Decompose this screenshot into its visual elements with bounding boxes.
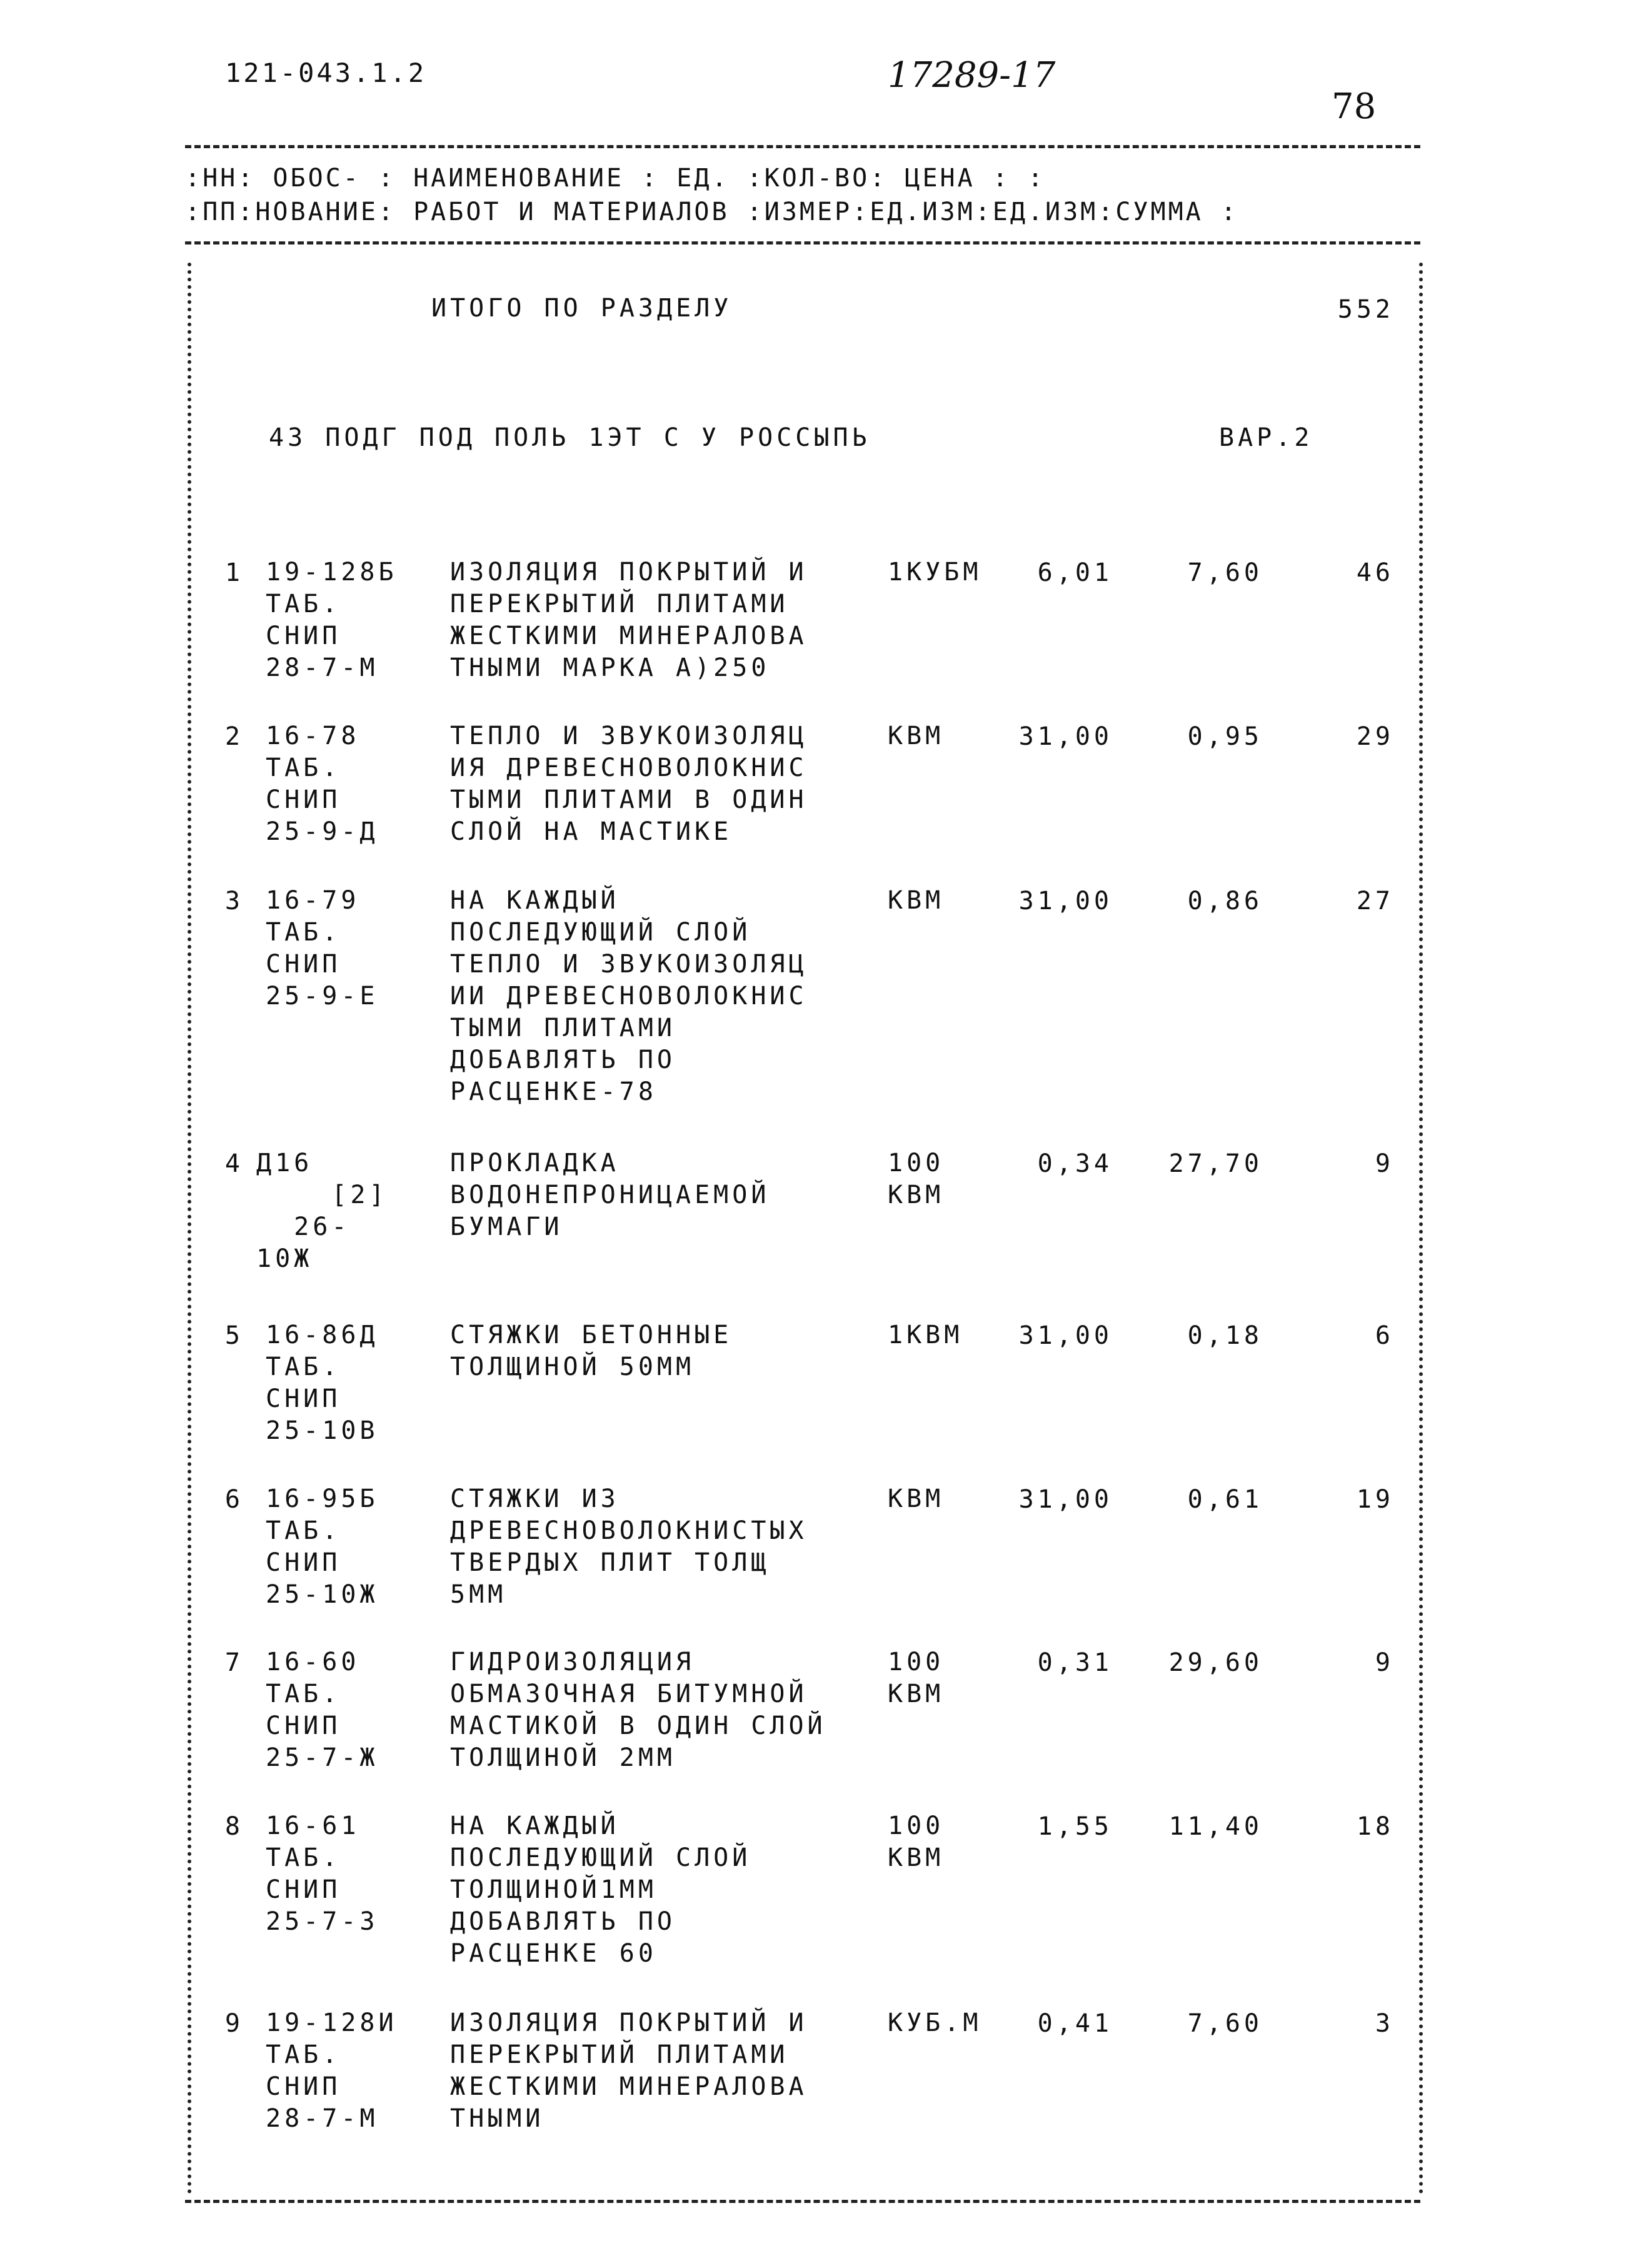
row-unit: КУБ.М [888, 2008, 982, 2037]
row-unit: КВМ [888, 886, 945, 915]
row-number: 5 [224, 1321, 244, 1350]
row-price: 0,18 [1187, 1321, 1263, 1350]
row-code: 16-79 ТАБ. СНИП 25-9-Е [266, 886, 379, 1011]
right-dotted-border [1419, 263, 1423, 2195]
row-name: ГИДРОИЗОЛЯЦИЯ ОБМАЗОЧНАЯ БИТУМНОЙ МАСТИКОЙ В ОДИН СЛОЙ ТОЛЩИНОЙ 2ММ [450, 1648, 826, 1772]
column-header-line-1: :НН: ОБОС- : НАИМЕНОВАНИЕ : ЕД. :КОЛ-ВО: ЦЕНА : : [185, 164, 1046, 193]
row-name: СТЯЖКИ БЕТОННЫЕ ТОЛЩИНОЙ 50ММ [450, 1321, 733, 1381]
row-number: 7 [224, 1648, 244, 1677]
row-number: 4 [224, 1149, 244, 1178]
row-code: 16-60 ТАБ. СНИП 25-7-Ж [266, 1648, 379, 1772]
row-code: 16-78 ТАБ. СНИП 25-9-Д [266, 722, 379, 846]
page-number: 78 [1332, 86, 1377, 127]
row-number: 6 [224, 1485, 244, 1514]
row-price: 7,60 [1187, 2009, 1263, 2038]
section-total-value: 552 [1337, 295, 1394, 324]
row-unit: КВМ [888, 1484, 945, 1513]
row-name: НА КАЖДЫЙ ПОСЛЕДУЮЩИЙ СЛОЙ ТЕПЛО И ЗВУКОИЗОЛЯЦ ИИ ДРЕВЕСНОВОЛОКНИС ТЫМИ ПЛИТАМИ ДОБАВЛЯТЬ ПО РАСЦЕНКЕ-78 [450, 886, 808, 1106]
row-price: 11,40 [1168, 1812, 1263, 1841]
row-price: 0,61 [1187, 1485, 1263, 1514]
row-unit: 1КВМ [888, 1321, 963, 1349]
row-qty: 31,00 [1018, 1485, 1113, 1514]
row-number: 2 [224, 722, 244, 751]
handwritten-number: 17289-17 [888, 55, 1056, 96]
section-title: 43 ПОДГ ПОД ПОЛЬ 1ЭТ С У РОССЫПЬ [269, 423, 871, 452]
row-code: 16-86Д ТАБ. СНИП 25-10В [266, 1321, 379, 1445]
row-qty: 0,34 [1037, 1149, 1113, 1178]
row-qty: 6,01 [1037, 558, 1113, 587]
row-price: 27,70 [1168, 1149, 1263, 1178]
column-header-line-2: :ПП:НОВАНИЕ: РАБОТ И МАТЕРИАЛОВ :ИЗМЕР:ЕД.ИЗМ:ЕД.ИЗМ:СУММА : [185, 198, 1238, 226]
row-sum: 46 [1356, 558, 1394, 587]
row-code: 16-61 ТАБ. СНИП 25-7-3 [266, 1812, 379, 1936]
row-number: 1 [224, 558, 244, 587]
row-name: ПРОКЛАДКА ВОДОНЕПРОНИЦАЕМОЙ БУМАГИ [450, 1149, 770, 1241]
left-dotted-border [188, 263, 191, 2195]
row-sum: 9 [1375, 1648, 1394, 1677]
row-code: 19-128И ТАБ. СНИП 28-7-М [266, 2008, 398, 2133]
row-sum: 3 [1375, 2009, 1394, 2038]
row-sum: 19 [1356, 1485, 1394, 1514]
row-code: 16-95Б ТАБ. СНИП 25-10Ж [266, 1484, 379, 1609]
row-qty: 31,00 [1018, 1321, 1113, 1350]
row-unit: 100 КВМ [888, 1812, 945, 1872]
row-price: 0,86 [1187, 887, 1263, 915]
row-name: ИЗОЛЯЦИЯ ПОКРЫТИЙ И ПЕРЕКРЫТИЙ ПЛИТАМИ ЖЕСТКИМИ МИНЕРАЛОВА ТНЫМИ [450, 2008, 808, 2133]
row-code: Д16 [2] 26- 10Ж [256, 1149, 388, 1273]
row-qty: 0,31 [1037, 1648, 1113, 1677]
row-qty: 0,41 [1037, 2009, 1113, 2038]
row-qty: 31,00 [1018, 887, 1113, 915]
bottom-dashed-rule [185, 2200, 1420, 2203]
section-variant: ВАР.2 [1219, 423, 1313, 452]
row-price: 7,60 [1187, 558, 1263, 587]
row-unit: 100 КВМ [888, 1648, 945, 1708]
row-name: ТЕПЛО И ЗВУКОИЗОЛЯЦ ИЯ ДРЕВЕСНОВОЛОКНИС ТЫМИ ПЛИТАМИ В ОДИН СЛОЙ НА МАСТИКЕ [450, 722, 808, 846]
row-qty: 31,00 [1018, 722, 1113, 751]
row-qty: 1,55 [1037, 1812, 1113, 1841]
row-sum: 18 [1356, 1812, 1394, 1841]
row-name: СТЯЖКИ ИЗ ДРЕВЕСНОВОЛОКНИСТЫХ ТВЕРДЫХ ПЛИТ ТОЛЩ 5ММ [450, 1484, 808, 1609]
header-dashed-rule [185, 241, 1420, 244]
row-unit: КВМ [888, 722, 945, 750]
row-number: 8 [224, 1812, 244, 1841]
row-code: 19-128Б ТАБ. СНИП 28-7-М [266, 558, 398, 682]
row-sum: 9 [1375, 1149, 1394, 1178]
row-sum: 6 [1375, 1321, 1394, 1350]
row-price: 0,95 [1187, 722, 1263, 751]
row-unit: 1КУБМ [888, 558, 982, 587]
row-number: 9 [224, 2009, 244, 2038]
row-price: 29,60 [1168, 1648, 1263, 1677]
row-unit: 100 КВМ [888, 1149, 945, 1209]
top-dashed-rule [185, 145, 1420, 148]
row-name: ИЗОЛЯЦИЯ ПОКРЫТИЙ И ПЕРЕКРЫТИЙ ПЛИТАМИ ЖЕСТКИМИ МИНЕРАЛОВА ТНЫМИ МАРКА А)250 [450, 558, 808, 682]
row-number: 3 [224, 887, 244, 915]
row-sum: 29 [1356, 722, 1394, 751]
document-code: 121-043.1.2 [225, 58, 427, 88]
section-total-label: ИТОГО ПО РАЗДЕЛУ [431, 294, 733, 323]
row-name: НА КАЖДЫЙ ПОСЛЕДУЮЩИЙ СЛОЙ ТОЛЩИНОЙ1ММ ДОБАВЛЯТЬ ПО РАСЦЕНКЕ 60 [450, 1812, 751, 1968]
row-sum: 27 [1356, 887, 1394, 915]
